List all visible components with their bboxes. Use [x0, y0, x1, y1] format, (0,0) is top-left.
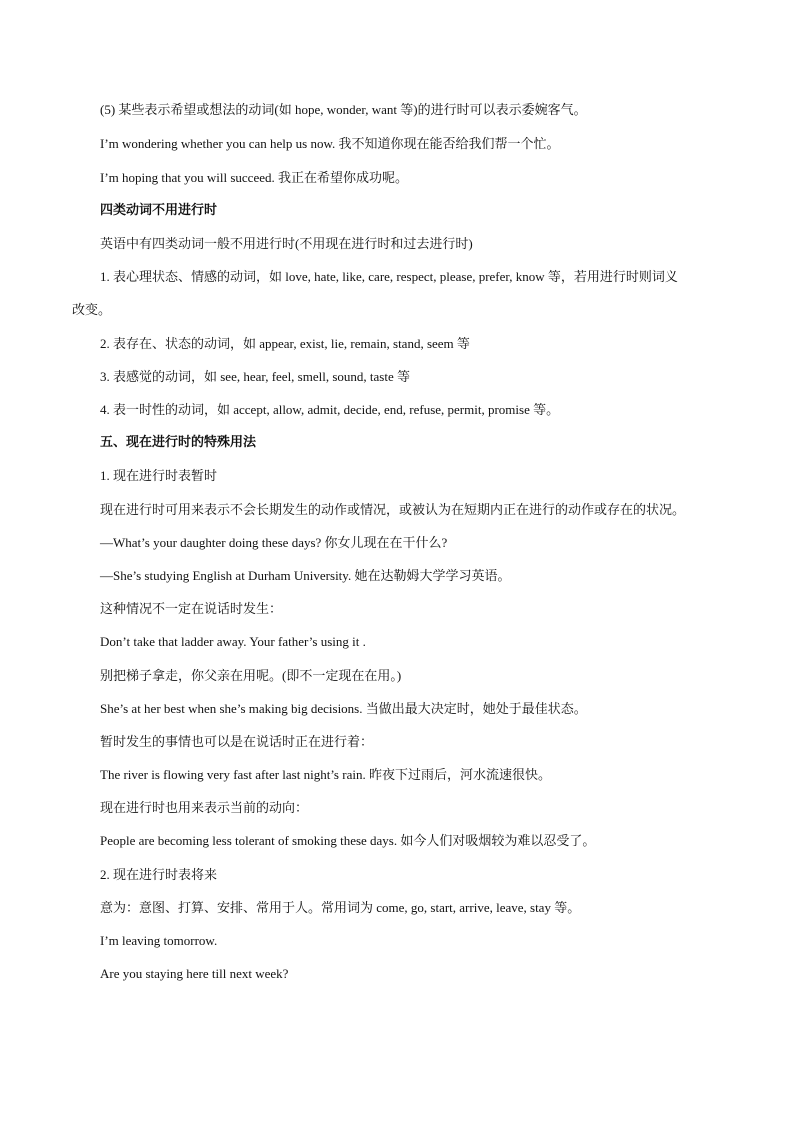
section-heading-four-verb-types: 四类动词不用进行时: [100, 203, 218, 218]
example-line: Don’t take that ladder away. Your father’s using it .: [100, 634, 366, 649]
subheading: 2. 现在进行时表将来: [100, 867, 218, 882]
example-line: She’s at her best when she’s making big decisions. 当做出最大决定时，她处于最佳状态。: [100, 701, 587, 716]
dialogue-line: —She’s studying English at Durham University. 她在达勒姆大学学习英语。: [100, 568, 511, 583]
example-line: I’m hoping that you will succeed. 我正在希望你成功呢。: [100, 170, 408, 185]
text-line: 意为：意图、打算、安排、常用于人。常用词为 come, go, start, arrive, leave, stay 等。: [100, 900, 581, 915]
dialogue-line: —What’s your daughter doing these days? 你女儿现在在干什么?: [100, 535, 448, 550]
list-item-continuation: 改变。: [72, 302, 112, 317]
list-item: 4. 表一时性的动词，如 accept, allow, admit, decide, end, refuse, permit, promise 等。: [100, 402, 560, 417]
list-item: 2. 表存在、状态的动词，如 appear, exist, lie, remain, stand, seem 等: [100, 336, 470, 351]
text-line: 现在进行时也用来表示当前的动向：: [100, 800, 309, 815]
text-line: 暂时发生的事情也可以是在说话时正在进行着：: [100, 734, 374, 749]
example-line: I’m leaving tomorrow.: [100, 933, 218, 948]
example-line: I’m wondering whether you can help us now. 我不知道你现在能否给我们帮一个忙。: [100, 136, 560, 151]
list-item: 3. 表感觉的动词，如 see, hear, feel, smell, sound, taste 等: [100, 369, 410, 384]
example-line: People are becoming less tolerant of smoking these days. 如今人们对吸烟较为难以忍受了。: [100, 833, 596, 848]
section-heading-special-uses: 五、现在进行时的特殊用法: [100, 435, 257, 450]
example-line: Are you staying here till next week?: [100, 966, 289, 981]
list-item: 1. 表心理状态、情感的动词，如 love, hate, like, care, respect, please, prefer, know 等，若用进行时则词义: [100, 269, 678, 284]
text-line: 这种情况不一定在说话时发生：: [100, 601, 283, 616]
translation-line: 别把梯子拿走，你父亲在用呢。(即不一定现在在用。): [100, 668, 402, 683]
text-line-polite-verbs: (5) 某些表示希望或想法的动词(如 hope, wonder, want 等)的进行时可以表示委婉客气。: [100, 102, 587, 117]
text-line: 现在进行时可用来表示不会长期发生的动作或情况，或被认为在短期内正在进行的动作或存在的状况。: [100, 502, 686, 517]
subheading: 1. 现在进行时表暂时: [100, 468, 218, 483]
text-line: 英语中有四类动词一般不用进行时(不用现在进行时和过去进行时): [100, 236, 473, 251]
example-line: The river is flowing very fast after last night’s rain. 昨夜下过雨后，河水流速很快。: [100, 767, 551, 782]
